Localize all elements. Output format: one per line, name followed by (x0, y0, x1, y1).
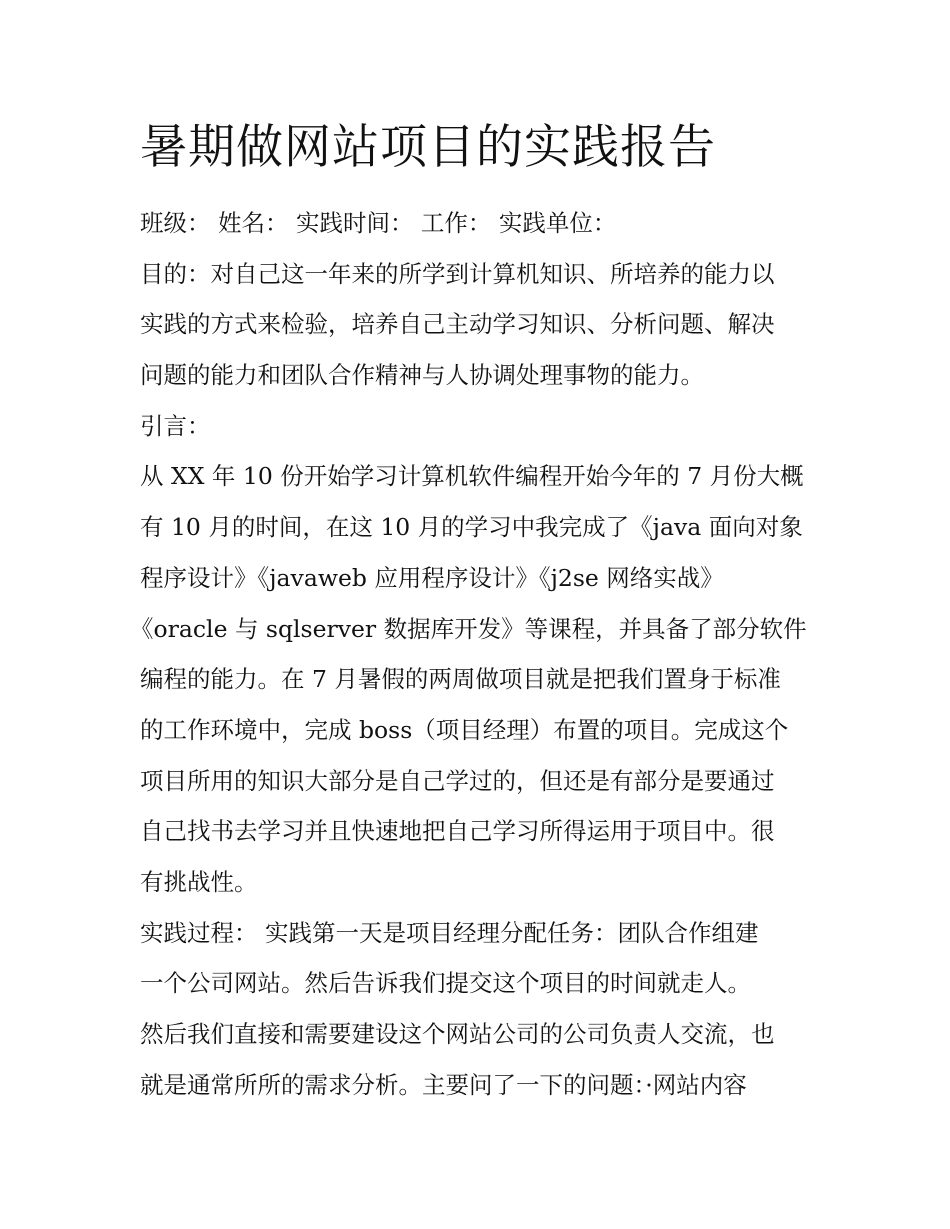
introduction-paragraph-line: 编程的能力。在 7 月暑假的两周做项目就是把我们置身于标准 (140, 665, 781, 694)
introduction-paragraph-line: 项目所用的知识大部分是自己学过的，但还是有部分是要通过 (140, 766, 775, 795)
document-body (130, 198, 840, 1110)
purpose-paragraph-line: 目的：对自己这一年来的所学到计算机知识、所培养的能力以 (140, 259, 775, 288)
info-fields-line: 班级： 姓名： 实践时间： 工作： 实践单位： (140, 209, 617, 237)
introduction-heading: 引言： (140, 411, 211, 440)
document-title: 暑期做网站项目的实践报告 (140, 120, 716, 175)
process-paragraph-line: 实践过程： 实践第一天是项目经理分配任务：团队合作组建 (140, 918, 759, 947)
purpose-paragraph-line: 实践的方式来检验，培养自己主动学习知识、分析问题、解决 (140, 310, 775, 339)
introduction-paragraph-line: 《oracle 与 sqlserver 数据库开发》等课程，并具备了部分软件 (130, 614, 807, 643)
introduction-paragraph-line: 自己找书去学习并且快速地把自己学习所得运用于项目中。很 (140, 817, 775, 846)
process-paragraph-line: 就是通常所所的需求分析。主要问了一下的问题：·网站内容 (140, 1070, 747, 1099)
introduction-paragraph-line: 的工作环境中，完成 boss（项目经理）布置的项目。完成这个 (140, 715, 789, 744)
introduction-paragraph-line: 从 XX 年 10 份开始学习计算机软件编程开始今年的 7 月份大概 (140, 462, 804, 491)
introduction-paragraph-line: 有挑战性。 (140, 867, 258, 896)
process-paragraph-line: 然后我们直接和需要建设这个网站公司的公司负责人交流，也 (140, 1020, 775, 1048)
process-paragraph-line: 一个公司网站。然后告诉我们提交这个项目的时间就走人。 (140, 969, 751, 998)
introduction-paragraph-line: 程序设计》《javaweb 应用程序设计》《j2se 网络实战》 (140, 563, 724, 592)
purpose-paragraph-line: 问题的能力和团队合作精神与人协调处理事物的能力。 (140, 361, 704, 390)
introduction-paragraph-line: 有 10 月的时间，在这 10 月的学习中我完成了《java 面向对象 (140, 513, 803, 542)
